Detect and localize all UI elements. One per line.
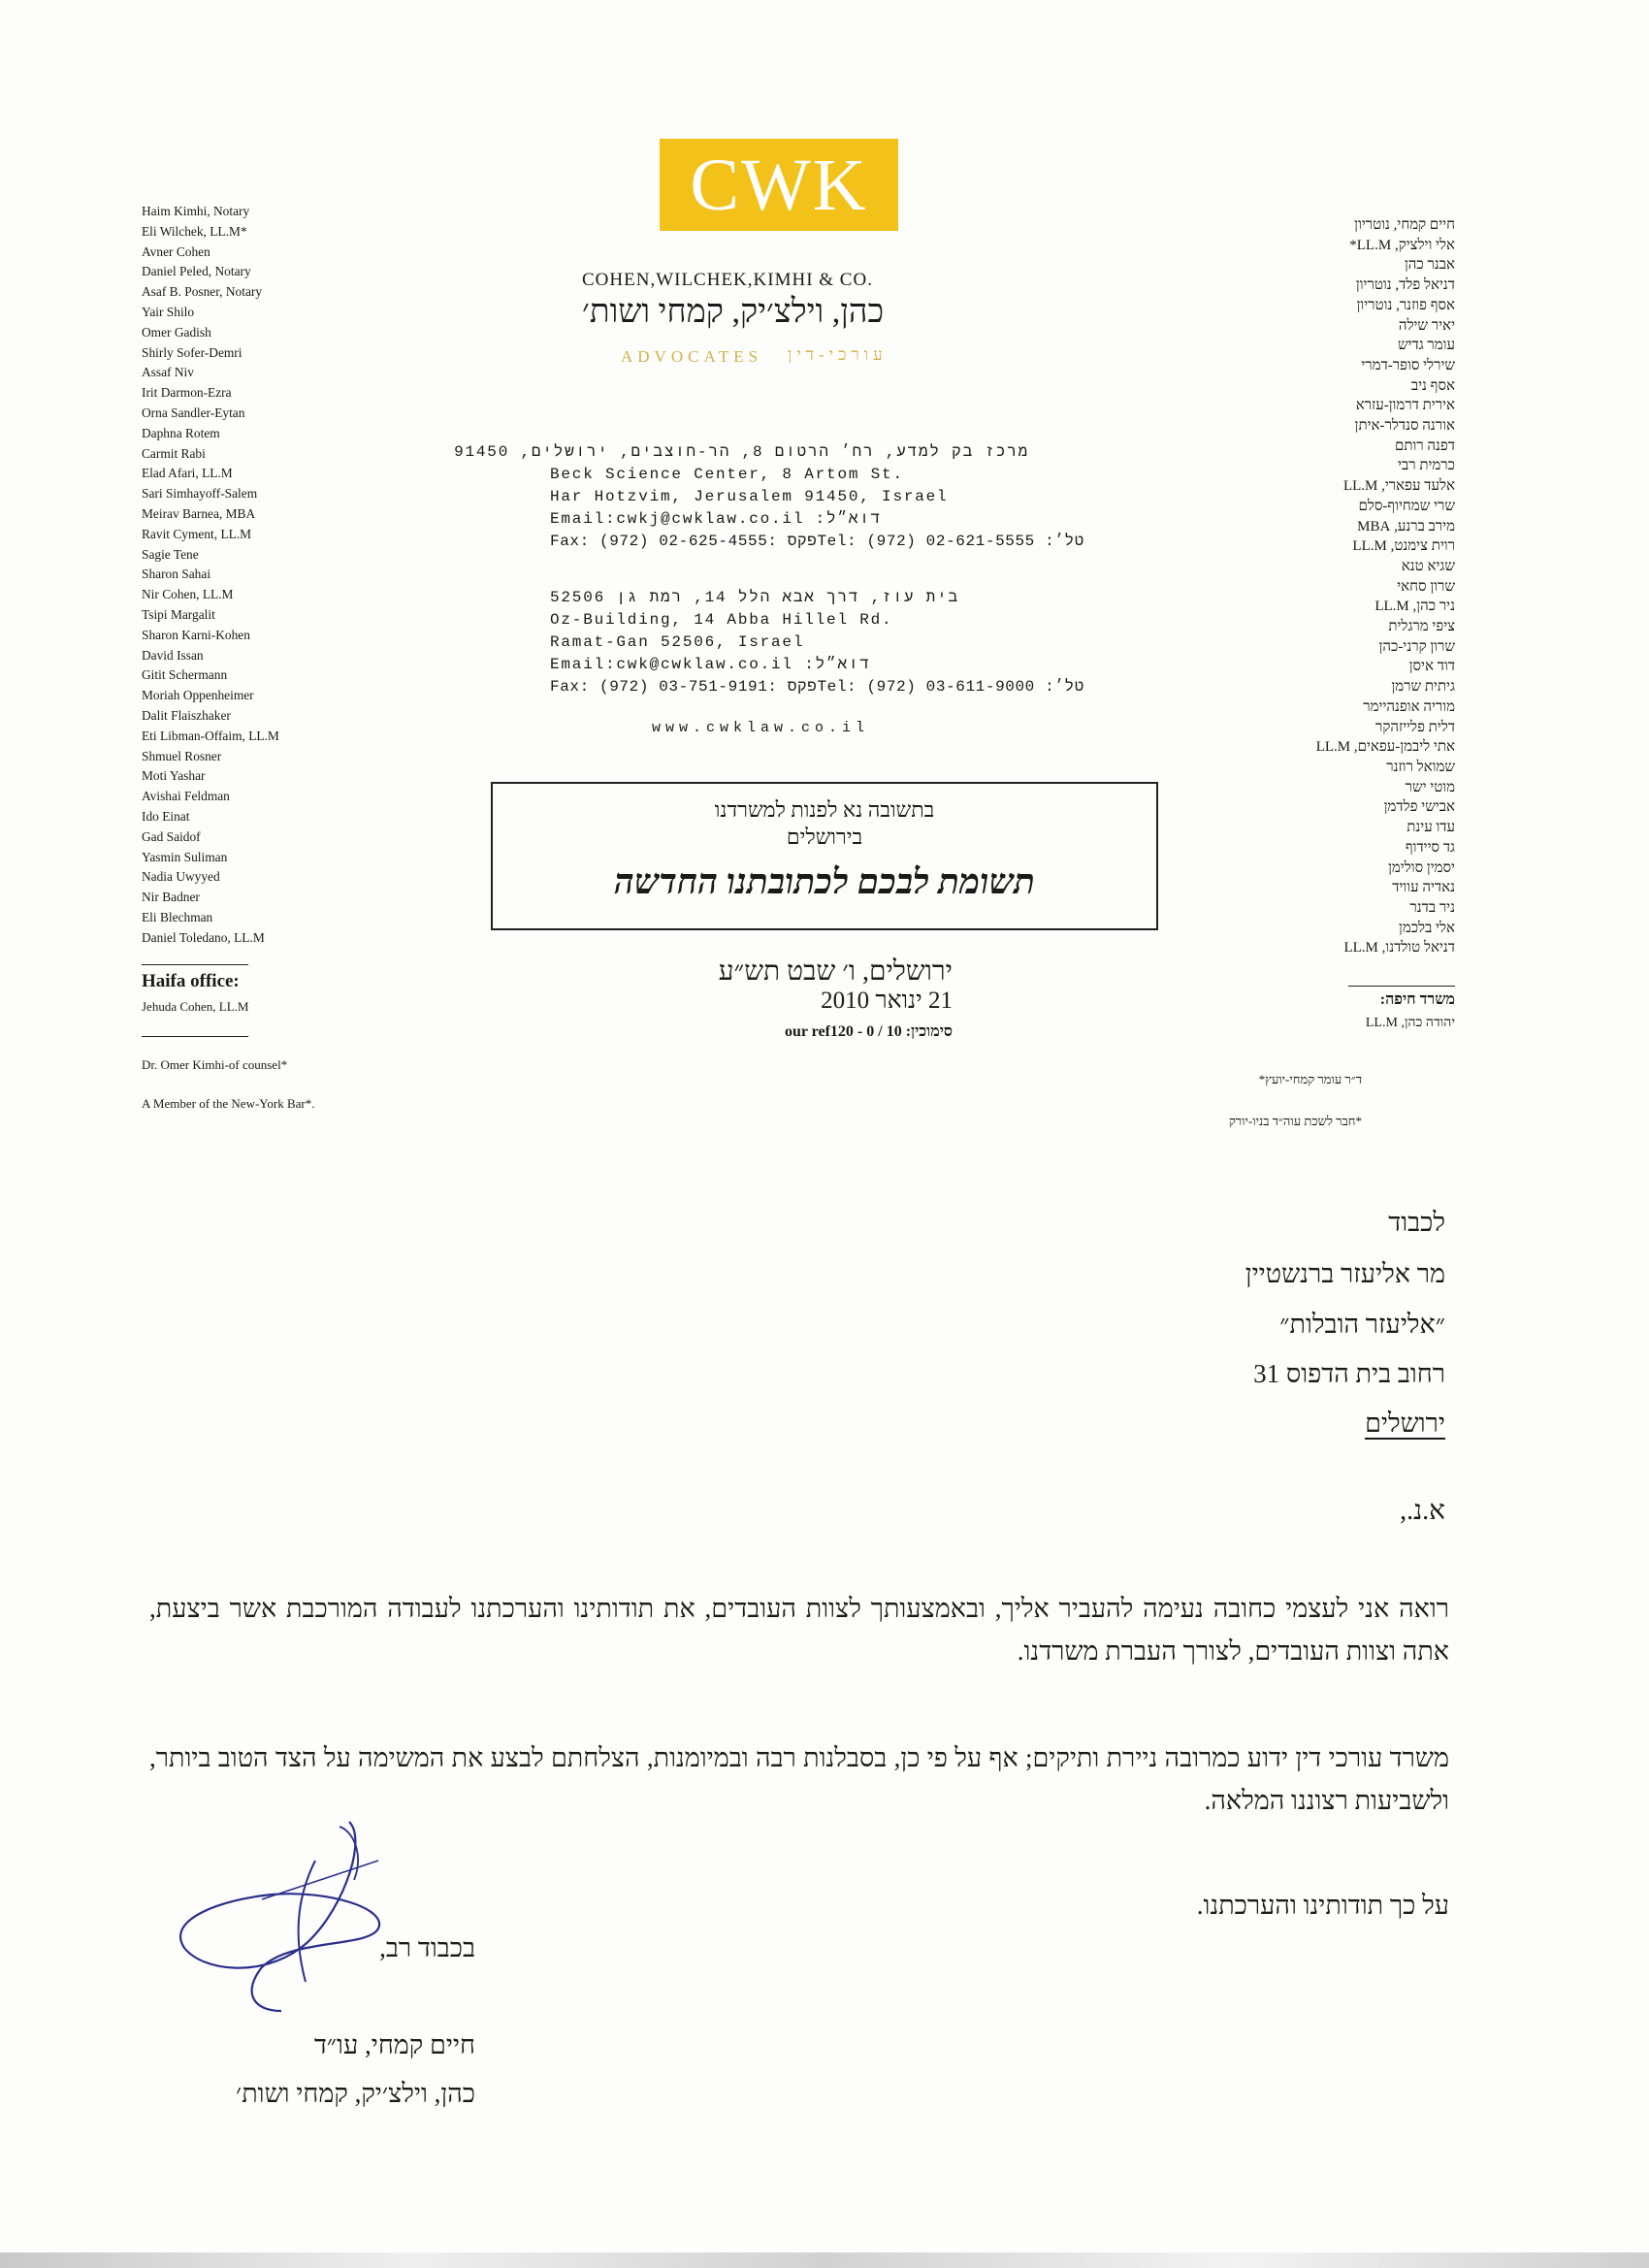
divider [142, 964, 248, 965]
address-he: בית עוז, דרך אבא הלל 14, רמת גן 52506 [550, 589, 959, 606]
lawyer-name-he: כרמית רבי [1398, 458, 1455, 474]
lawyer-name-en: Shirly Sofer-Demri [142, 344, 242, 360]
lawyers-list-en [142, 202, 433, 948]
lawyer-name-he: עומר גדיש [1397, 338, 1455, 354]
lawyer-name-he: ניר כהן, LL.M [1374, 599, 1455, 615]
salutation: לכבוד [1388, 1208, 1445, 1237]
address-line-1: Beck Science Center, 8 Artom St. [550, 466, 904, 483]
tel: Tel: (972) 03-611-9000 :טל׳ [817, 678, 1084, 696]
recipient-street: רחוב בית הדפוס 31 [1253, 1359, 1445, 1388]
handwritten-signature [146, 1802, 407, 2025]
lawyer-name-he: גד סיידוף [1405, 839, 1455, 856]
recipient-name: מר אליעזר ברנשטיין [1245, 1259, 1445, 1288]
lawyer-name-en: Haim Kimhi, Notary [142, 204, 250, 218]
haifa-office-title-en: Haifa office: [142, 971, 240, 991]
lawyer-name-en: Yasmin Suliman [142, 849, 228, 864]
lawyer-name-en: Nir Cohen, LL.M [142, 587, 234, 602]
date-gregorian: 21 ינואר 2010 [821, 988, 953, 1014]
advocates-label-he: עורכי-דין [788, 345, 888, 364]
reply-notice-line1: בתשובה נא לפנות למשרדנו [714, 797, 935, 822]
lawyer-name-he: חיים קמחי, נוטריון [1354, 217, 1455, 233]
lawyer-name-en: Asaf B. Posner, Notary [142, 284, 263, 300]
recipient-city: ירושלים [1365, 1409, 1445, 1438]
lawyer-name-en: Tsipi Margalit [142, 606, 215, 622]
lawyer-name-he: דלית פלייזהקר [1374, 719, 1455, 735]
body-paragraph-3: על כך תודותינו והערכתנו. [1196, 1891, 1449, 1920]
website: www.cwklaw.co.il [652, 720, 870, 736]
closing: בכבוד רב, [379, 1933, 475, 1962]
lawyer-name-en: Yair Shilo [142, 304, 195, 319]
lawyer-name-en: Gitit Schermann [142, 667, 228, 683]
advocates-label-en: ADVOCATES [621, 347, 763, 366]
address-line-2: Har Hotzvim, Jerusalem 91450, Israel [550, 488, 949, 505]
lawyer-name-he: יאיר שילה [1398, 317, 1455, 334]
divider [1348, 986, 1455, 987]
lawyer-name-he: עדו עינת [1406, 820, 1455, 836]
lawyer-name-he: שרי שמחיוף-סלם [1358, 498, 1455, 514]
lawyer-name-he: דניאל פלד, נוטריון [1355, 277, 1455, 294]
lawyer-name-he: שמואל רוזנר [1386, 759, 1455, 775]
lawyer-name-he: אסף ניב [1410, 377, 1455, 394]
lawyer-name-he: מוטי ישר [1405, 779, 1455, 795]
lawyer-name-en: Daniel Peled, Notary [142, 264, 251, 279]
tel: Tel: (972) 02-621-5555 :טל׳ [817, 533, 1084, 550]
lawyer-name-en: Moriah Oppenheimer [142, 688, 254, 703]
bar-note-en: A Member of the New-York Bar*. [142, 1096, 315, 1111]
lawyer-name-en: Gad Saidof [142, 828, 201, 844]
lawyer-name-en: Nir Badner [142, 890, 200, 905]
address-line-1: Oz-Building, 14 Abba Hillel Rd. [550, 611, 893, 629]
phone-line [550, 676, 1084, 698]
haifa-office-name-he: יהודה כהן, LL.M [1365, 1016, 1455, 1030]
lawyer-name-he: אלי בלכמן [1399, 920, 1455, 936]
lawyer-name-en: Eli Wilchek, LL.M* [142, 223, 247, 239]
lawyer-name-he: שרון קרני-כהן [1378, 638, 1455, 655]
lawyer-name-he: אירית דרמון-עזרא [1355, 398, 1455, 414]
lawyer-name-he: ציפי מרגלית [1388, 619, 1455, 635]
lawyer-name-en: Sharon Karni-Kohen [142, 627, 250, 642]
bar-note-he: *חבר לשכת עוה״ד בניו-יורק [1228, 1114, 1362, 1128]
email-line: Email:cwkj@cwklaw.co.il :דוא״ל [550, 510, 883, 528]
jerusalem-address [454, 441, 1084, 553]
lawyer-name-he: מירב ברנע, MBA [1357, 518, 1455, 535]
reply-notice-box [491, 782, 1158, 930]
lawyer-name-en: Sharon Sahai [142, 567, 211, 582]
body-paragraph-2: משרד עורכי דין ידוע כמרובה ניירת ותיקים; אף על פי כן, בסבלנות רבה ובמיומנות, הצלחתם לבצע את המשימה על הצד הטוב ביותר, ולשביעות רצוננו המלאה. [149, 1743, 1449, 1815]
logo-text: CWK [690, 144, 868, 226]
body-paragraph-1: רואה אני לעצמי כחובה נעימה להעביר אליך, ובאמצעותך לצוות העובדים, את תודותינו והערכתנו לעבודה המורכבת אשר ביצעת, אתה וצוות העובדים, לצורך העברת משרדנו. [149, 1594, 1449, 1666]
lawyer-name-en: Carmit Rabi [142, 445, 206, 461]
counsel-note-en: Dr. Omer Kimhi-of counsel* [142, 1057, 288, 1072]
lawyer-name-en: David Issan [142, 647, 204, 663]
lawyer-name-he: שירלי סופר-דמרי [1361, 357, 1455, 373]
lawyer-name-he: רוית צימנט, LL.M [1352, 538, 1455, 555]
lawyer-name-en: Orna Sandler-Eytan [142, 405, 245, 420]
lawyer-name-he: אסף פוזנר, נוטריון [1356, 297, 1455, 313]
lawyer-name-en: Assaf Niv [142, 365, 194, 380]
lawyer-name-he: דוד איסן [1408, 659, 1455, 675]
lawyer-name-en: Ravit Cyment, LL.M [142, 526, 252, 541]
lawyer-name-en: Eli Blechman [142, 909, 213, 924]
phone-line [550, 531, 1084, 553]
address-he: מרכז בק למדע, רח׳ הרטום 8, הר-חוצבים, ירושלים, 91450 [454, 443, 1029, 461]
lawyer-name-en: Avner Cohen [142, 243, 210, 259]
lawyer-name-he: אלי וילציק, LL.M* [1349, 237, 1455, 253]
lawyer-name-he: אתי ליבמן-עפאים, LL.M [1315, 739, 1455, 756]
recipient-company: ״אליעזר הובלות״ [1279, 1310, 1445, 1339]
fax: Fax: (972) 02-625-4555: פקס [550, 533, 818, 550]
lawyer-name-en: Irit Darmon-Ezra [142, 385, 232, 401]
lawyer-name-he: נאדיה עוויד [1392, 880, 1455, 896]
lawyer-name-he: שרון סחאי [1397, 578, 1455, 595]
lawyer-name-he: דפנה רותם [1394, 437, 1455, 454]
email-line: Email:cwk@cwklaw.co.il :דוא״ל [550, 656, 871, 673]
haifa-office-name-en: Jehuda Cohen, LL.M [142, 999, 249, 1014]
counsel-note-he: ד״ר עומר קמחי-יועץ* [1258, 1072, 1362, 1086]
lawyer-name-he: אלעד עפארי, LL.M [1342, 478, 1455, 495]
reply-notice-line2: בירושלים [786, 825, 863, 849]
firm-logo [660, 139, 898, 231]
fax: Fax: (972) 03-751-9191: פקס [550, 678, 818, 696]
lawyer-name-en: Meirav Barnea, MBA [142, 505, 256, 521]
scan-edge [0, 2252, 1649, 2268]
lawyer-name-he: מוריה אופנהיימר [1363, 698, 1455, 715]
lawyer-name-he: אורנה סנדלר-איתן [1354, 418, 1455, 435]
lawyer-name-he: דניאל טולדנו, LL.M [1343, 940, 1455, 956]
lawyer-name-he: אבישי פלדמן [1383, 799, 1455, 816]
firm-name-en: COHEN,WILCHEK,KIMHI & CO. [582, 270, 873, 290]
divider [142, 1036, 248, 1037]
lawyer-name-he: ניר בדנר [1409, 899, 1455, 916]
lawyer-name-en: Avishai Feldman [142, 789, 230, 804]
lawyer-name-en: Moti Yashar [142, 768, 206, 784]
lawyer-name-en: Ido Einat [142, 808, 190, 824]
haifa-office-title-he: משרד חיפה: [1379, 991, 1455, 1008]
lawyer-name-he: אבנר כהן [1404, 257, 1455, 274]
signer-firm: כהן, וילצ׳יק, קמחי ושות׳ [235, 2079, 475, 2108]
lawyer-name-he: גיתית שרמן [1391, 679, 1455, 696]
lawyer-name-en: Eti Libman-Offaim, LL.M [142, 728, 279, 743]
lawyer-name-en: Nadia Uwyyed [142, 869, 220, 885]
lawyers-list-he [1145, 215, 1455, 958]
signer-name: חיים קמחי, עו״ד [313, 2030, 475, 2059]
firm-name-he: כהן, וילצ׳יק, קמחי ושות׳ [582, 294, 885, 330]
lawyer-name-en: Daphna Rotem [142, 425, 220, 440]
reference-number: סימוכין: our ref120 - 0 / 10 [784, 1023, 953, 1040]
lawyer-name-en: Daniel Toledano, LL.M [142, 929, 265, 945]
lawyer-name-he: שגיא טנא [1401, 558, 1455, 574]
lawyer-name-he: יסמין סולימן [1388, 859, 1455, 876]
address-line-2: Ramat-Gan 52506, Israel [550, 633, 805, 651]
lawyer-name-en: Elad Afari, LL.M [142, 466, 233, 481]
lawyer-name-en: Sagie Tene [142, 546, 199, 562]
ramatgan-address [550, 587, 1084, 698]
lawyer-name-en: Sari Simhayoff-Salem [142, 486, 258, 502]
lawyer-name-en: Shmuel Rosner [142, 748, 222, 763]
date-hebrew: ירושלים, ו׳ שבט תש״ע [718, 956, 953, 987]
new-address-notice: תשומת לבכם לכתובתנו החדשה [614, 862, 1035, 901]
lawyer-name-en: Dalit Flaiszhaker [142, 707, 231, 723]
greeting: א.נ., [1400, 1496, 1445, 1526]
lawyer-name-en: Omer Gadish [142, 324, 211, 340]
